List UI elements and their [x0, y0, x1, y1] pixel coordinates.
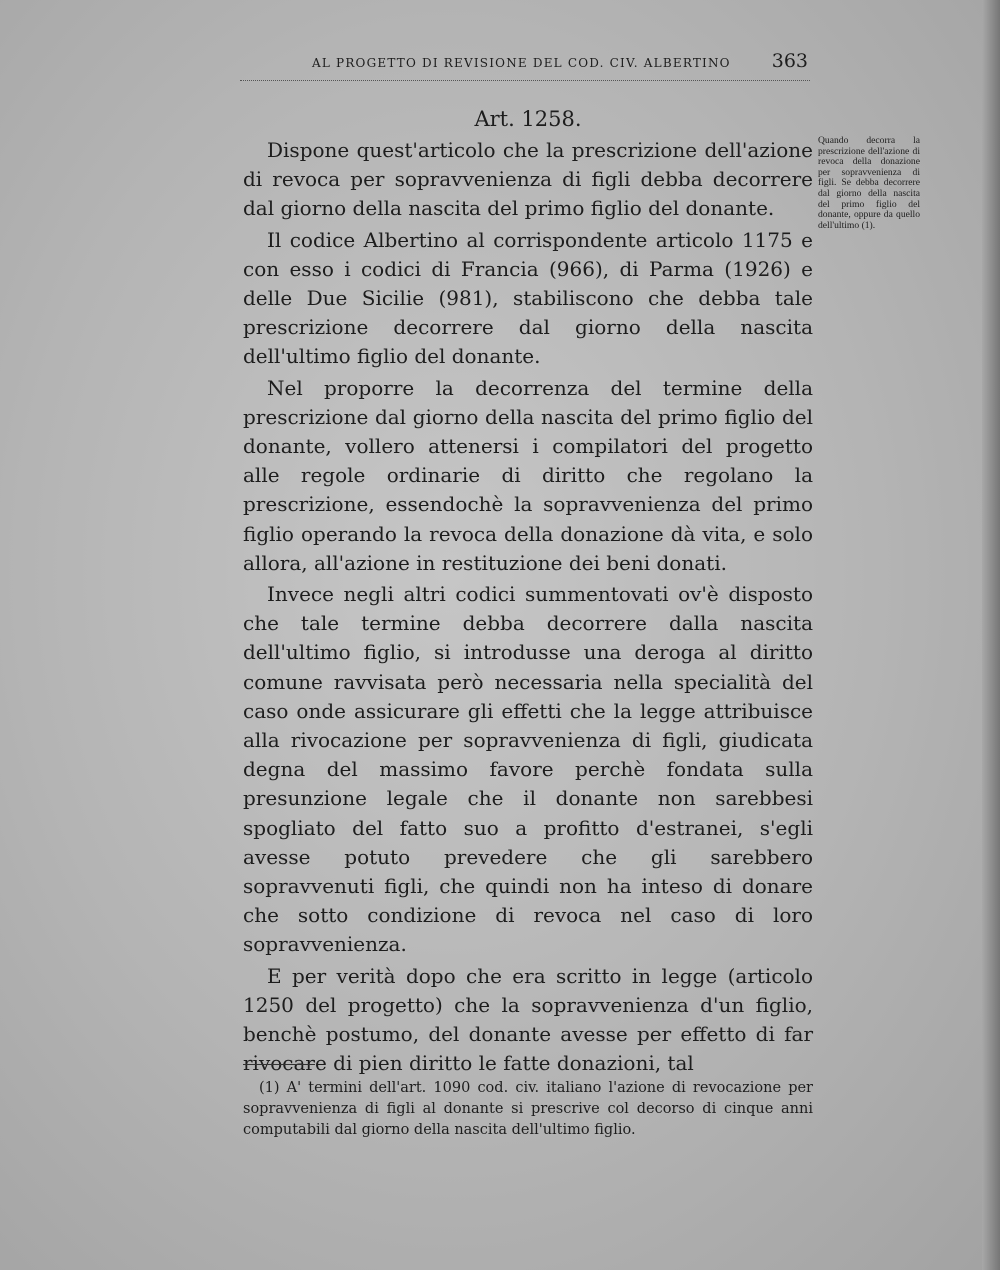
paragraph: E per verità dopo che era scritto in legge (articolo 1250 del progetto) che la sopravvenienza d'un figlio, benchè postumo, del donante avesse per effetto di far rivocare di pien diritto le fatte donazioni, tal [243, 963, 813, 1076]
paragraph: Nel proporre la decorrenza del termine della prescrizione dal giorno della nascita del primo figlio del donante, vollero attenersi i compilatori del progetto alle regole ordinarie di diritto che regolano la prescrizione, essendochè la sopravvenienza del primo figlio operando la revoca della donazione dà vita, e solo allora, all'azione in restituzione dei beni donati. [243, 375, 813, 575]
article-title: Art. 1258. [474, 107, 582, 131]
running-title: AL PROGETTO DI REVISIONE DEL COD. CIV. ALBERTINO [312, 56, 731, 70]
main-text [243, 104, 813, 1079]
footnote: (1) A' termini dell'art. 1090 cod. civ. italiano l'azione di revocazione per sopravvenienza di figli al donante si prescrive col decorso di cinque anni computabili dal giorno della nascita dell'ultimo figlio. [243, 1080, 813, 1138]
page-edge-shadow [982, 0, 1000, 1270]
marginal-note: Quando decorra la prescrizione dell'azione di revoca della donazione per sopravvenienza di figli. Se debba decorrere dal giorno della nascita del primo figlio del donante, oppure da quello dell'ultimo (1). [818, 135, 920, 231]
paragraph: Invece negli altri codici summentovati ov'è disposto che tale termine debba decorrere dalla nascita dell'ultimo figlio, si introdusse una deroga al diritto comune ravvisata però necessaria nella specialità del caso onde assicurare gli effetti che la legge attribuisce alla rivocazione per sopravvenienza di figli, giudicata degna del massimo favore perchè fondata sulla presunzione legale che il donante non sarebbesi spogliato del fatto suo a profitto d'estranei, s'egli avesse potuto prevedere che gli sarebbero sopravvenuti figli, che quindi non ha inteso di donare che sotto condizione di revoca nel caso di loro sopravvenienza. [243, 582, 813, 957]
page-number: 363 [771, 50, 808, 72]
running-head [240, 50, 810, 81]
paragraph: Dispone quest'articolo che la prescrizione dell'azione di revoca per sopravvenienza di figli debba decorrere dal giorno della nascita del primo figlio del donante. [243, 138, 813, 221]
paragraph: Il codice Albertino al corrispondente articolo 1175 e con esso i codici di Francia (966), di Parma (1926) e delle Due Sicilie (981), stabiliscono che debba tale prescrizione decorrere dal giorno della nascita dell'ultimo figlio del donante. [243, 227, 813, 369]
footnote-divider [243, 1064, 315, 1065]
